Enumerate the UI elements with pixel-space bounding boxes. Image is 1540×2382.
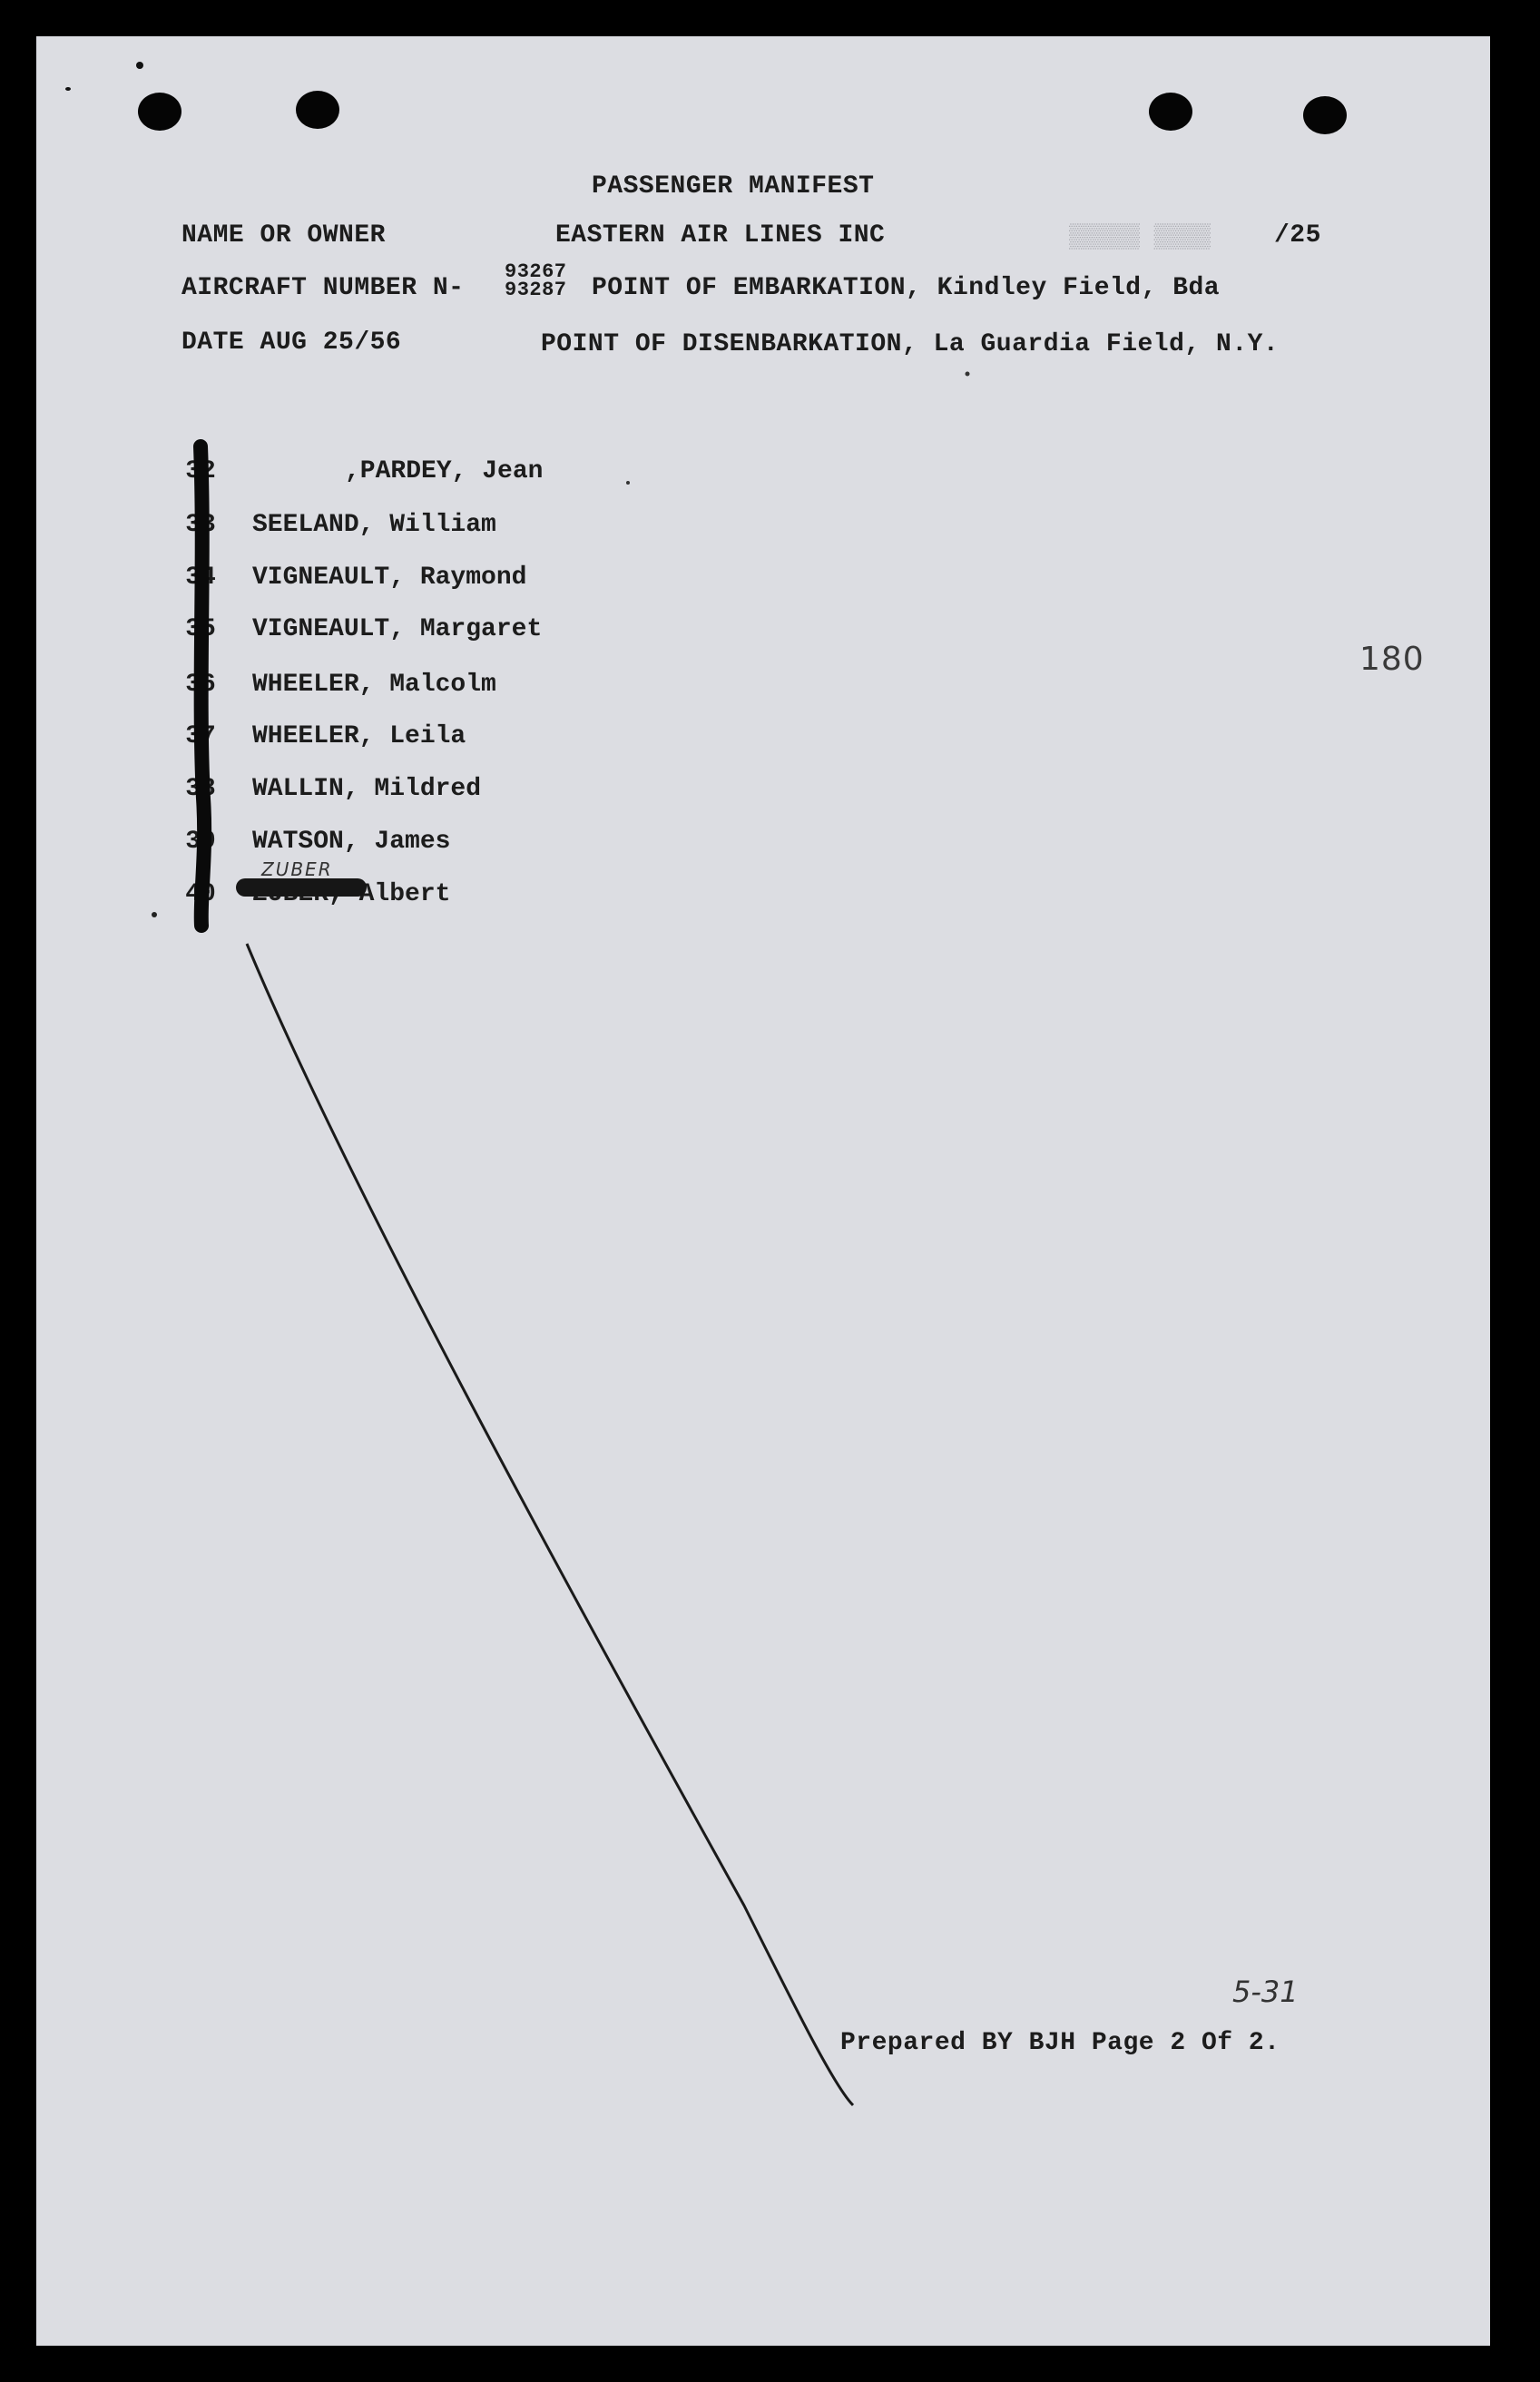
passenger-name: WALLIN, Mildred [252,775,482,803]
disembarkation-point: POINT OF DISENBARKATION, La Guardia Field, N.Y. [541,330,1280,358]
manifest-title: PASSENGER MANIFEST [592,172,875,201]
margin-note: 5-31 [1232,1975,1299,2009]
passenger-number: 40 [185,880,216,908]
passenger-name: VIGNEAULT, Raymond [252,564,527,592]
owner-value: EASTERN AIR LINES INC [555,221,886,250]
punch-hole-2 [296,91,339,129]
aircraft-number-bottom: 93287 [505,279,567,301]
ink-speck [136,62,143,69]
ink-speck [65,87,71,91]
aircraft-number-top: 93267 [505,260,567,283]
owner-label: NAME OR OWNER [181,221,386,250]
flight-suffix: /25 [1274,221,1321,250]
passenger-name: ZUBER, Albert [252,880,451,908]
passenger-number: 35 [185,615,216,643]
manifest-date: DATE AUG 25/56 [181,328,402,357]
passenger-number: 38 [185,775,216,803]
passenger-name: ,PARDEY, Jean [345,457,544,485]
passenger-name: SEELAND, William [252,511,496,539]
handwritten-correction: ZUBER [261,858,333,880]
page-stamp: 180 [1359,641,1425,678]
passenger-number: 33 [185,511,216,539]
aircraft-label: AIRCRAFT NUMBER N- [181,274,465,302]
passenger-name: WHEELER, Malcolm [252,671,496,699]
passenger-number: 36 [185,671,216,699]
passenger-name: VIGNEAULT, Margaret [252,615,543,643]
passenger-number: 37 [185,722,216,750]
passenger-name: WATSON, James [252,828,451,856]
passenger-number: 32 [185,457,216,485]
passenger-name: WHEELER, Leila [252,722,466,750]
passenger-number: 34 [185,564,216,592]
flight-number-faded: ▒▒▒▒▒ ▒▒▒▒ [1069,223,1211,250]
embarkation-point: POINT OF EMBARKATION, Kindley Field, Bda [592,274,1221,302]
punch-hole-4 [1303,96,1347,134]
prepared-by-footer: Prepared BY BJH Page 2 Of 2. [840,2029,1280,2057]
passenger-number: 39 [185,828,216,856]
punch-hole-1 [138,93,181,131]
punch-hole-3 [1149,93,1192,131]
